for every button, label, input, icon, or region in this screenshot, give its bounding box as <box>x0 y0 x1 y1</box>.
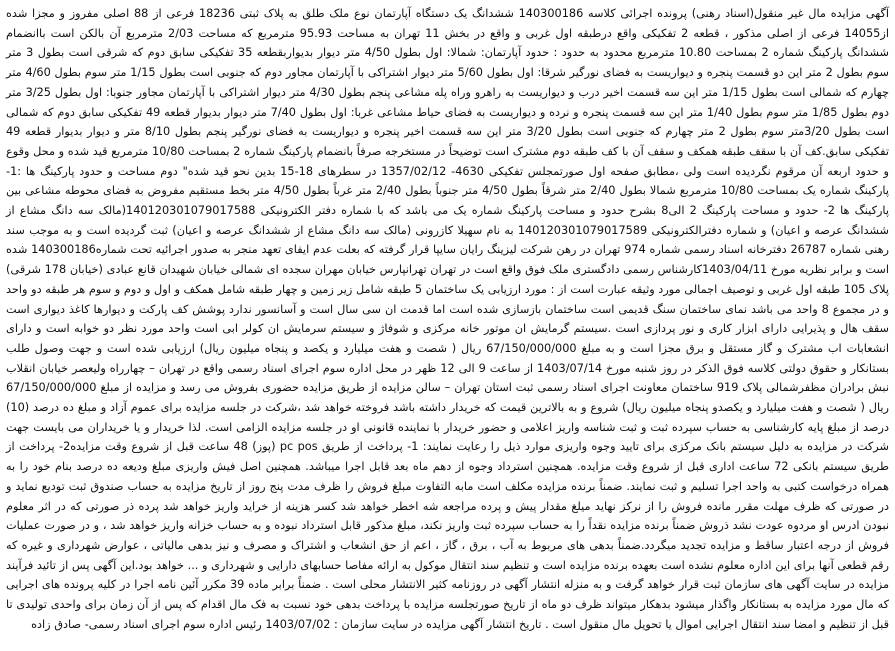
notice-body-text: آگهی مزایده مال غیر منقول(اسناد رهنی) پرونده اجرائی کلاسه 140300186 ششدانگ یک دستگاه آپارتمان نوع ملک طلق به پلاک ثبتی 18236 فرعی از 88 اصلی مفروز و مجزا شده از14055 فرعی از اصلی مذکور ، قطعه 2 تفکیکی واقع درطبقه اول غربی و واقع در بخش 11 تهران به مساحت 95.93 مترمربع که مساحت 2/03 مترمربع آن بالکن است باانضمام ششدانگ پارکینگ شماره 2 بمساحت 10.80 مترمربع محدود به حدود : حدود آپارتمان: شمالا: اول بطول 4/50 متر دیوار بدیواربقطعه 35 تفکیکی سابق دوم که شرقی است بطول 3 متر سوم بطول 2 متر این دو قسمت پنجره و دیواریست به فضای نورگیر شرقا: اول بطول 5/60 متر دیوار اشتراکی با آپارتمان مجاور دوم که جنوبی است بطول 1/15 متر سوم بطول 4/60 متر چهارم که شمالی است بطول 1/15 متر این سه قسمت اخیر درب و دیواریست به راهرو وراه پله مشاعی پنجم بطول 4/30 متر دیوار اشتراکی با آپارتمان مجاور جنوبا: اول بطول 3/25 متر دوم بطول 1/85 متر سوم بطول 1/40 متر این سه قسمت پنجره و نرده و دیواریست به فضای حیاط مشاعی غربا: اول بطول 7/40 متر دیوار بدیوار قطعه 49 تفکیکی سابق دوم که شمالی است بطول 3/20متر سوم بطول 2 متر چهارم که جنوبی است بطول 3/20 متر این سه قسمت اخیر پنجره و دیواریست به فضای نورگیر پنجم بطول 8/10 متر و دیوار بدیوار قطعه 49 تفکیکی سابق.کف آن با سقف طبقه همکف و سقف آن با کف طبقه دوم مشترک است توضیحاً در مستخرجه صرفاً بانضمام پارکینگ شماره 2 بمساحت 10/80 مترمربع قید شده و محل وقوع و حدود اربعه آن مرقوم نگردیده است ولی ،مطابق صفحه اول صورتمجلس تفکیکی 4630- 1357/02/12 در سطرهای 18-15 بدین نحو قید شده" دوم مساحت و حدود پارکینگ ها :1- پارکینگ شماره یک بمساحت 10/80 مترمربع شمالا بطول 2/40 متر شرقاً بطول 4/50 متر جنوباً بطول 2/40 متر غرباً بطول 4/50 متر بخط مستقیم مفروض به فضای محوطه مشاعی بین پارکینگ ها 2- حدود و مساحت پارکینگ 2 الی8 بشرح حدود و مساحت پارکینگ شماره یک می باشد که با شماره دفتر الکترونیکی 140120301079017588(مالک سه دانگ مشاع از ششدانگ عرصه و اعیان) و شماره دفترالکترونیکی 140120301079017589 به نام سهیلا کازرونی (مالک سه دانگ مشاع از ششدانگ عرصه و اعیان) ثبت گردیده است و به موجب سند رهنی شماره 26787 دفترخانه اسناد رسمی شماره 974 تهران در رهن شرکت لیزینگ رایان سایپا قرار گرفته که بعلت عدم ایفای تعهد منجر به صدور اجرائیه تحت شماره140300186 شده است و برابر نظریه مورخ 1403/04/11کارشناس رسمی دادگستری ملک فوق واقع است در تهران تهرانپارس خیابان مهران سجده ای شمالی خیابان شهیدان قانع عبادی (خیابان 178 شرقی) پلاک 105 طبقه اول غربی و توصیف اجمالی مورد وثیقه عبارت است از : مورد ارزیابی یک ساختمان 5 طبقه شامل زیر زمین و چهار طبقه شامل همکف و اول و دوم و سوم هر طبقه دو واحد و در مجموع 8 واحد می باشد نمای ساختمان سنگ قدیمی است ساختمان بازسازی شده است اما قدمت ان سی سال است و آسانسور ندارد پوشش کف پارکت و دیوارها کاغذ دیواری است سقف هال و پذیرایی دارای ابزار کاری و نور پردازی است .سیستم گرمایش ان موتور خانه مرکزی و شوفاژ و سیستم سرمایش ان کولر ابی است واحد مورد نظر دو خوابه است و دارای انشعابات اب مشترک و گاز مستقل و برق مجزا است و به مبلغ 67/150/000/000 ریال ( شصت و هفت میلیارد و یکصد و پنجاه میلیون ریال) ارزیابی شده است و جهت وصول طلب بستانکار و حقوق دولتی کلاسه فوق الذکر در روز شنبه مورخ 1403/07/14 از ساعت 9 الی 12 ظهر در محل اداره سوم اجرای اسناد رسمی واقع در تهران – چهارراه ولیعصر خیابان انقلاب نبش برادران مظفرشمالی پلاک 919 ساختمان معاونت اجرای اسناد رسمی ثبت استان تهران – سالن مزایده از طریق مزایده حضوری بفروش می رسد و مزایده از مبلغ 67/150/000/000 ریال ( شصت و هفت میلیارد و یکصدو پنجاه میلیون ریال) شروع و به بالاترین قیمت که خریدار داشته باشد فروخته خواهد شد ،شرکت در جلسه مزایده برای عموم آزاد و مبلغ ده درصد (10) درصد از مبلغ پایه کارشناسی به حساب سپرده ثبت و ثبت شناسه واریز اعلامی و حضور خریدار با نماینده قانونی او در جلسه مزایده الزامی است. لذا خریدار و یا خریداران می بایست جهت شرکت در مزایده به دلیل سیستم بانک مرکزی برای تایید وجوه واریزی موارد ذیل را رعایت نمایند: 1- پرداخت از طریق pc pos (پوز) 48 ساعت قبل از شروع وقت مزایده2- پرداخت از طریق سیستم بانکی 72 ساعت اداری قبل از شروع وقت مزایده. همچنین استرداد وجوه از دهم ماه بعد قابل اجرا میباشد. همچنین اصل فیش واریزی مبلغ ودیعه ده درصد بنام خود را به همراه درخواست کتبی به واحد اجرا تسلیم و ثبت نمایند. ضمناً برنده مزایده مکلف است مابه التفاوت مبلغ فروش را ظرف مدت پنج روز از تاریخ مزایده به حساب صندوق ثبت تودیع نماید و در صورتی که ظرف مهلت مقرر مانده فروش را از نرکز نهاید میلغ مقدار پیش و پرده مراجعه شه اخطر خواهد شد کسر هزینه از خراید واریز خواهد شد پرده ذر صورتی که در اثر معلوم نبودن ادرس او مردوه عودت نشد ذروش ضمناً برنده مزایده نقداً را به حساب سپرده ثبت واریز نکند، مبلغ مذکور قابل استرداد نبوده و به حساب خزانه واریز خواهد شد ، و در صورت عملیات فروش از درجه اعتبار ساقط و مزایده تجدید میگردد.ضمناً بدهی های مربوط به آب ، برق ، گاز ، اعم از حق انشعاب و اشتراک و مصرف و نیز بدهی مالیاتی ، عوارض شهرداری و غیره که رقم قطعی آنها برای این اداره معلوم نشده است بعهده برنده مزایده است و تنظیم سند انتقال موکول به ارائه مفاصا حسابهای دارایی و شهرداری و ... خواهد بود.این آگهی پس از تائید فرآیند مزایده در سایت آگهی های سازمان ثبت قرار خواهد گرفت و به منزله انتشار آگهی در روزنامه کثیر الانتشار محلی است . ضمناً برابر ماده 39 مکرر آئین نامه اجرا در کلیه پرونده های اجرایی که مال مورد مزایده به بستانکار واگذار میشود بدهکار میتواند ظرف دو ماه از تاریخ صورتجلسه مزایده با پرداخت بدهی خود نسبت به فک مال اقدام که پس از آن زمان برای واحدی تولیدی تا قبل از تنظیم و امضا سند انتقال اجرایی اموال یا تحویل مال منقول است . تاریخ انتشار آگهی مزایده در سایت سازمان : 1403/07/02 رئیس اداره سوم اجرای اسناد رسمی- صادق زاده <box>6 7 890 631</box>
